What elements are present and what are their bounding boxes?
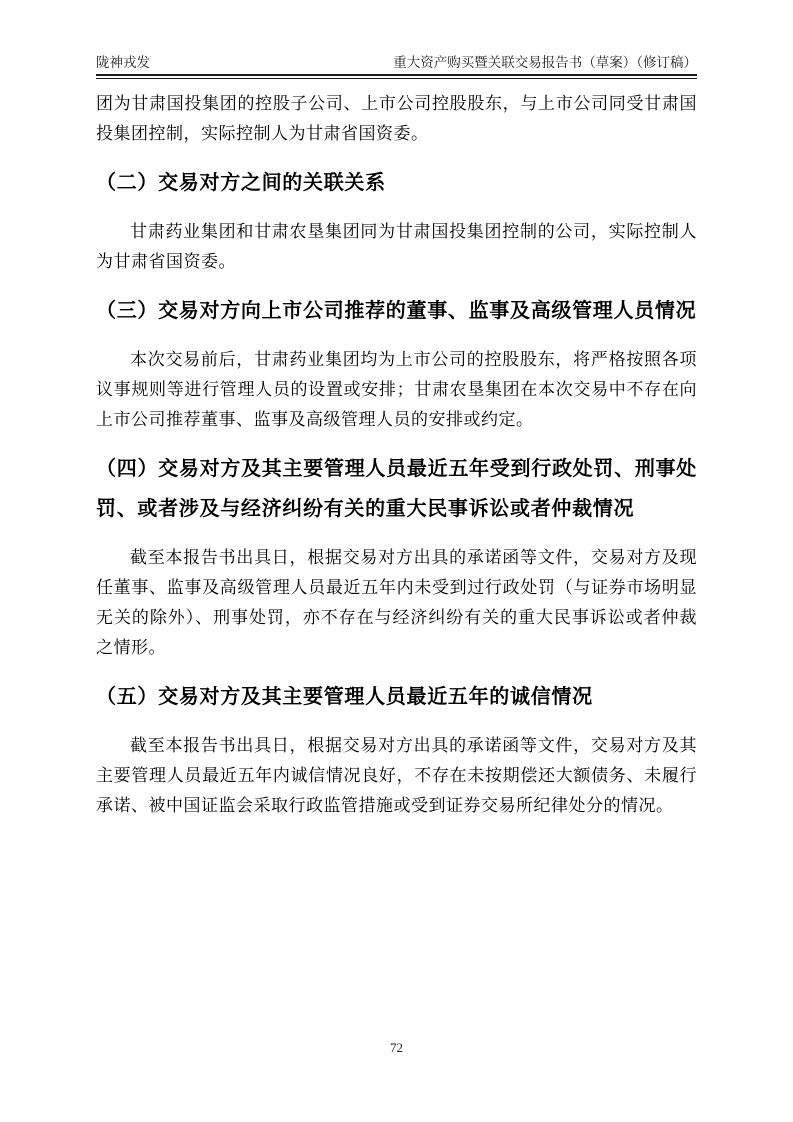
page-header [96,54,697,79]
header-right-title: 重大资产购买暨关联交易报告书（草案）（修订稿） [393,55,697,70]
section-heading-3: （三）交易对方向上市公司推荐的董事、监事及高级管理人员情况 [96,300,697,322]
page-footer [0,1040,793,1056]
paragraph-continued-from-previous-page: 团为甘肃国投集团的控股子公司、上市公司控股股东，与上市公司同受甘肃国投集团控制，实际控制人为甘肃省国资委。 [96,94,697,143]
section-2-paragraph: 甘肃药业集团和甘肃农垦集团同为甘肃国投集团控制的公司，实际控制人为甘肃省国资委。 [96,222,697,271]
section-heading-2: （二）交易对方之间的关联关系 [96,172,386,194]
section-3-paragraph: 本次交易前后，甘肃药业集团均为上市公司的控股股东，将严格按照各项议事规则等进行管理人员的设置或安排；甘肃农垦集团在本次交易中不存在向上市公司推荐董事、监事及高级管理人员的安排或约定。 [96,350,697,429]
section-heading-5: （五）交易对方及其主要管理人员最近五年的诚信情况 [96,686,593,708]
header-rule [96,74,697,79]
section-5-paragraph: 截至本报告书出具日，根据交易对方出具的承诺函等文件，交易对方及其主要管理人员最近五年内诚信情况良好，不存在未按期偿还大额债务、未履行承诺、被中国证监会采取行政监管措施或受到证券交易所纪律处分的情况。 [96,736,697,815]
section-heading-4: （四）交易对方及其主要管理人员最近五年受到行政处罚、刑事处罚、或者涉及与经济纠纷有关的重大民事诉讼或者仲裁情况 [96,458,697,520]
header-left-title: 陇神戎发 [96,55,150,70]
section-4-paragraph: 截至本报告书出具日，根据交易对方出具的承诺函等文件，交易对方及现任董事、监事及高级管理人员最近五年内未受到过行政处罚（与证券市场明显无关的除外）、刑事处罚，亦不存在与经济纠纷有关的重大民事诉讼或者仲裁之情形。 [96,548,697,657]
document-body [96,89,697,821]
running-head [96,54,697,72]
page-number: 72 [390,1040,403,1055]
